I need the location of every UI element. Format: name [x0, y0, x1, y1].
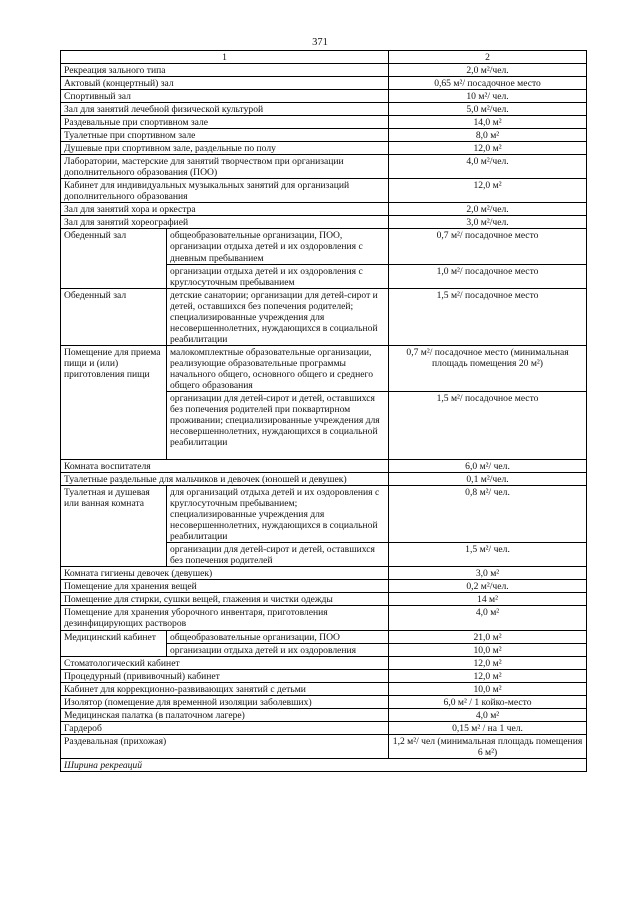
area-norm: 0,65 м²/ посадочное место: [389, 77, 587, 90]
room-name: Туалетные раздельные для мальчиков и девочек (юношей и девушек): [61, 473, 389, 486]
table-row: [61, 669, 587, 682]
table-row: [61, 460, 587, 473]
table-row: [61, 116, 587, 129]
area-norm: 8,0 м²: [389, 129, 587, 142]
room-name: Зал для занятий хореографией: [61, 216, 389, 229]
table-row: [61, 682, 587, 695]
organization-type: общеобразовательные организации, ПОО: [167, 630, 389, 643]
area-norm: 14 м²: [389, 593, 587, 606]
area-norm: 5,0 м²/чел.: [389, 103, 587, 116]
area-norm: 6,0 м² / 1 койко-место: [389, 695, 587, 708]
room-name: Спортивный зал: [61, 90, 389, 103]
area-norm: 21,0 м²: [389, 630, 587, 643]
table-row: [61, 229, 587, 264]
area-norm: 12,0 м²: [389, 656, 587, 669]
header-col1: 1: [61, 51, 389, 64]
area-norm: 10,0 м²: [389, 682, 587, 695]
room-name: Гардероб: [61, 721, 389, 734]
area-norm: 0,2 м²/чел.: [389, 580, 587, 593]
page-number: 371: [312, 37, 328, 48]
room-name: Зал для занятий хора и оркестра: [61, 203, 389, 216]
table-row: [61, 606, 587, 630]
section-heading: Ширина рекреаций: [61, 758, 587, 771]
area-norm: 0,8 м²/ чел.: [389, 486, 587, 543]
organization-type: детские санатории; организации для детей-сирот и детей, оставшихся без попечения родителей; специализированные учреждения для несовершеннолетних, нуждающихся в социальной реабилитации: [167, 288, 389, 345]
area-norm: 1,5 м²/ посадочное место: [389, 288, 587, 345]
area-norm: 12,0 м²: [389, 142, 587, 155]
table-row: [61, 721, 587, 734]
area-norm: 0,7 м²/ посадочное место: [389, 229, 587, 264]
section-row: [61, 758, 587, 771]
area-norm: 12,0 м²: [389, 669, 587, 682]
table-row: [61, 345, 587, 391]
table-row: [61, 708, 587, 721]
room-name: Актовый (концертный) зал: [61, 77, 389, 90]
area-norm: 10,0 м²: [389, 643, 587, 656]
table-row: [61, 695, 587, 708]
table-row: [61, 103, 587, 116]
table-row: [61, 593, 587, 606]
table-row: [61, 155, 587, 179]
table-row: [61, 567, 587, 580]
table-row: [61, 473, 587, 486]
table-row: [61, 77, 587, 90]
area-norm: 4,0 м²: [389, 708, 587, 721]
area-norm: 2,0 м²/чел.: [389, 64, 587, 77]
organization-type: малокомплектные образовательные организации, реализующие образовательные программы начального общего, основного общего и среднего общего образования: [167, 345, 389, 391]
organization-type: организации для детей-сирот и детей, оставшихся без попечения родителей при поквартирном проживании; специализированные учреждения для несовершеннолетних, нуждающихся в социальной реабилитации: [167, 391, 389, 459]
table-row: [61, 129, 587, 142]
area-norm: 4,0 м²: [389, 606, 587, 630]
table-header-row: [61, 51, 587, 64]
room-name: Комната гигиены девочек (девушек): [61, 567, 389, 580]
room-name: Кабинет для индивидуальных музыкальных занятий для организаций дополнительного образования: [61, 179, 389, 203]
area-norm: 10 м²/ чел.: [389, 90, 587, 103]
area-norms-table: [60, 50, 587, 772]
room-name: Душевые при спортивном зале, раздельные по полу: [61, 142, 389, 155]
table-row: [61, 203, 587, 216]
table-row: [61, 580, 587, 593]
room-name: Обеденный зал: [61, 288, 167, 345]
room-name: Помещение для хранения вещей: [61, 580, 389, 593]
area-norm: 1,0 м²/ посадочное место: [389, 264, 587, 288]
area-norm: 3,0 м²/чел.: [389, 216, 587, 229]
room-name: Медицинская палатка (в палаточном лагере): [61, 708, 389, 721]
table-row: [61, 288, 587, 345]
room-name: Раздевальные при спортивном зале: [61, 116, 389, 129]
header-col2: 2: [389, 51, 587, 64]
table-body: [61, 51, 587, 772]
table-row: [61, 486, 587, 543]
room-name: Помещение для приема пищи и (или) приготовления пищи: [61, 345, 167, 459]
room-name: Изолятор (помещение для временной изоляции заболевших): [61, 695, 389, 708]
organization-type: для организаций отдыха детей и их оздоровления с круглосуточным пребыванием; специализированные учреждения для несовершеннолетних, нуждающихся в социальной реабилитации: [167, 486, 389, 543]
room-name: Комната воспитателя: [61, 460, 389, 473]
table-row: [61, 90, 587, 103]
room-name: Туалетная и душевая или ванная комната: [61, 486, 167, 567]
area-norm: 2,0 м²/чел.: [389, 203, 587, 216]
room-name: Помещение для хранения уборочного инвентаря, приготовления дезинфицирующих растворов: [61, 606, 389, 630]
organization-type: организации для детей-сирот и детей, оставшихся без попечения родителей: [167, 543, 389, 567]
room-name: Зал для занятий лечебной физической культурой: [61, 103, 389, 116]
room-name: Процедурный (прививочный) кабинет: [61, 669, 389, 682]
table-row: [61, 179, 587, 203]
area-norm: 1,5 м²/ чел.: [389, 543, 587, 567]
area-norm: 0,1 м²/чел.: [389, 473, 587, 486]
area-norm: 0,15 м² / на 1 чел.: [389, 721, 587, 734]
table-row: [61, 64, 587, 77]
room-name: Стоматологический кабинет: [61, 656, 389, 669]
room-name: Раздевальная (прихожая): [61, 734, 389, 758]
organization-type: общеобразовательные организации, ПОО, организации отдыха детей и их оздоровления с дневным пребыванием: [167, 229, 389, 264]
area-norm: 12,0 м²: [389, 179, 587, 203]
area-norm: 3,0 м²: [389, 567, 587, 580]
room-name: Кабинет для коррекционно-развивающих занятий с детьми: [61, 682, 389, 695]
room-name: Рекреация зального типа: [61, 64, 389, 77]
area-norm: 0,7 м²/ посадочное место (минимальная площадь помещения 20 м²): [389, 345, 587, 391]
area-norm: 1,2 м²/ чел (минимальная площадь помещения 6 м²): [389, 734, 587, 758]
organization-type: организации отдыха детей и их оздоровления: [167, 643, 389, 656]
organization-type: организации отдыха детей и их оздоровления с круглосуточным пребыванием: [167, 264, 389, 288]
table-row: [61, 630, 587, 643]
table-row: [61, 142, 587, 155]
room-name: Медицинский кабинет: [61, 630, 167, 656]
table-row: [61, 216, 587, 229]
area-norm: 6,0 м²/ чел.: [389, 460, 587, 473]
area-norm: 4,0 м²/чел.: [389, 155, 587, 179]
table-row: [61, 734, 587, 758]
area-norm: 14,0 м²: [389, 116, 587, 129]
room-name: Помещение для стирки, сушки вещей, глажения и чистки одежды: [61, 593, 389, 606]
room-name: Обеденный зал: [61, 229, 167, 288]
area-norm: 1,5 м²/ посадочное место: [389, 391, 587, 459]
table-row: [61, 656, 587, 669]
room-name: Лаборатории, мастерские для занятий творчеством при организации дополнительного образования (ПОО): [61, 155, 389, 179]
room-name: Туалетные при спортивном зале: [61, 129, 389, 142]
